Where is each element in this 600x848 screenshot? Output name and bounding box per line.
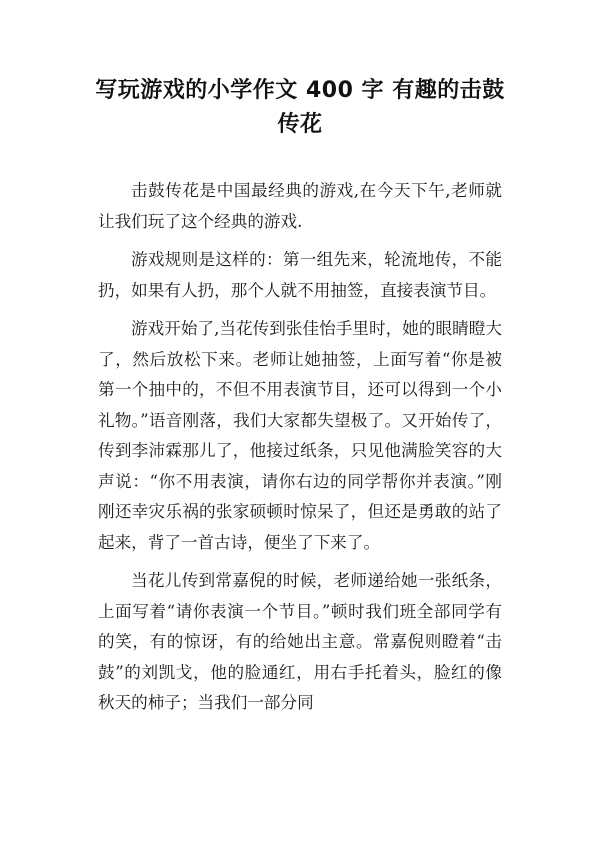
document-title: 写玩游戏的小学作文 400 字 有趣的击鼓传花	[95, 78, 505, 137]
paragraph: 游戏开始了,当花传到张佳怡手里时，她的眼睛瞪大了，然后放松下来。老师让她抽签，上面写着“你是被第一个抽中的，不但不用表演节目，还可以得到一个小礼物。”语音刚落，我们大家都失望极了。又开始传了，传到李沛霖那儿了，他接过纸条，只见他满脸笑容的大声说：“你不用表演，请你右边的同学帮你并表演。”刚刚还幸灾乐祸的张家硕顿时惊呆了，但还是勇敢的站了起来，背了一首古诗，便坐了下来了。	[98, 319, 502, 552]
paragraph: 当花儿传到常嘉倪的时候，老师递给她一张纸条，上面写着“请你表演一个节目。”顿时我们班全部同学有的笑，有的惊讶，有的给她出主意。常嘉倪则瞪着“击鼓”的刘凯戈，他的脸通红，用右手托着头，脸红的像秋天的柿子；当我们一部分同	[98, 571, 502, 712]
paragraph: 游戏规则是这样的：第一组先来，轮流地传，不能扔，如果有人扔，那个人就不用抽签，直接表演节目。	[98, 250, 502, 300]
paragraph: 击鼓传花是中国最经典的游戏,在今天下午,老师就让我们玩了这个经典的游戏.	[98, 181, 502, 231]
document-body	[98, 176, 502, 727]
